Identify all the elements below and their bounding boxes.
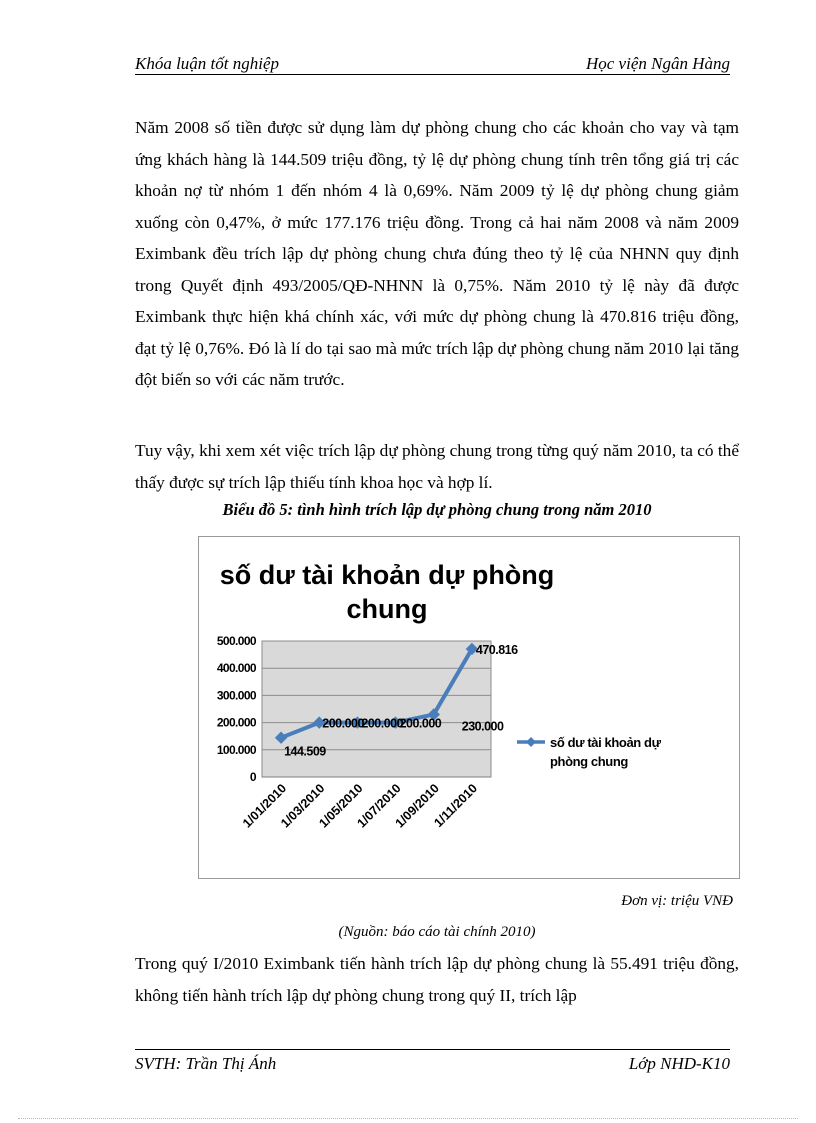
- footer-right: Lớp NHD-K10: [628, 1054, 730, 1073]
- x-tick-label: 1/05/2010: [316, 781, 366, 831]
- paragraph-2: Tuy vậy, khi xem xét việc trích lập dự phòng chung trong từng quý năm 2010, ta có thể thấy được sự trích lập thiếu tính khoa học và hợp lí.: [135, 441, 739, 492]
- chart-title-line: số dư tài khoản dự phòng: [219, 560, 555, 590]
- data-label: 200.000: [322, 716, 364, 731]
- paragraph-1: Năm 2008 số tiền được sử dụng làm dự phòng chung cho các khoản cho vay và tạm ứng khách hàng là 144.509 triệu đồng, tỷ lệ dự phòng chung tính trên tổng giá trị các khoản nợ từ nhóm 1 đến nhóm 4 là 0,69%. Năm 2009 tỷ lệ dự phòng chung giảm xuống còn 0,47%, ở mức 177.176 triệu đồng. Trong cả hai năm 2008 và năm 2009 Eximbank đều trích lập dự phòng chung chưa đúng theo tỷ lệ của NHNN quy định trong Quyết định 493/2005/QĐ-NHNN là 0,75%. Năm 2010 tỷ lệ này đã được Eximbank thực hiện khá chính xác, với mức dự phòng chung là 470.816 triệu đồng, đạt tỷ lệ 0,76%. Đó là lí do tại sao mà mức trích lập dự phòng chung năm 2010 lại tăng đột biến so với các năm trước.: [135, 118, 739, 389]
- data-label: 144.509: [284, 744, 326, 759]
- y-tick-label: 400.000: [216, 661, 256, 676]
- data-label: 200.000: [361, 716, 404, 731]
- y-tick-label: 100.000: [216, 742, 256, 757]
- legend-marker: [526, 737, 536, 747]
- x-tick-label: 1/07/2010: [354, 781, 404, 831]
- x-tick-label: 1/03/2010: [278, 781, 328, 831]
- chart-svg: [199, 537, 739, 878]
- y-tick-label: 200.000: [216, 715, 256, 730]
- data-label: 470.816: [475, 642, 518, 657]
- x-tick-label: 1/09/2010: [392, 781, 442, 831]
- data-label: 200.000: [399, 716, 442, 731]
- header-right: Học viện Ngân Hàng: [585, 54, 730, 73]
- chart: [198, 536, 740, 879]
- unit-note: Đơn vị: triệu VNĐ: [621, 893, 733, 909]
- chart-title-line: chung: [346, 594, 428, 624]
- y-tick-label: 0: [249, 770, 256, 784]
- legend-label: phòng chung: [550, 754, 628, 769]
- y-tick-label: 500.000: [216, 634, 256, 648]
- legend-label: số dư tài khoản dự: [550, 735, 661, 750]
- page-header: [135, 48, 730, 75]
- y-tick-label: 300.000: [216, 688, 256, 703]
- x-tick-label: 1/01/2010: [239, 781, 290, 831]
- data-label: 230.000: [461, 719, 504, 734]
- paragraph-3: Trong quý I/2010 Eximbank tiến hành trích lập dự phòng chung là 55.491 triệu đồng, không tiến hành trích lập dự phòng chung trong quý II, trích lập: [135, 954, 739, 1005]
- footer-left: SVTH: Trần Thị Ánh: [135, 1054, 277, 1073]
- header-left: Khóa luận tốt nghiệp: [135, 54, 280, 73]
- figure-caption: Biểu đồ 5: tình hình trích lập dự phòng chung trong năm 2010: [222, 500, 652, 519]
- page-footer: [135, 1049, 730, 1080]
- source-note: (Nguồn: báo cáo tài chính 2010): [338, 924, 536, 940]
- page-edge-divider: [18, 1118, 798, 1119]
- x-tick-label: 1/11/2010: [431, 781, 481, 830]
